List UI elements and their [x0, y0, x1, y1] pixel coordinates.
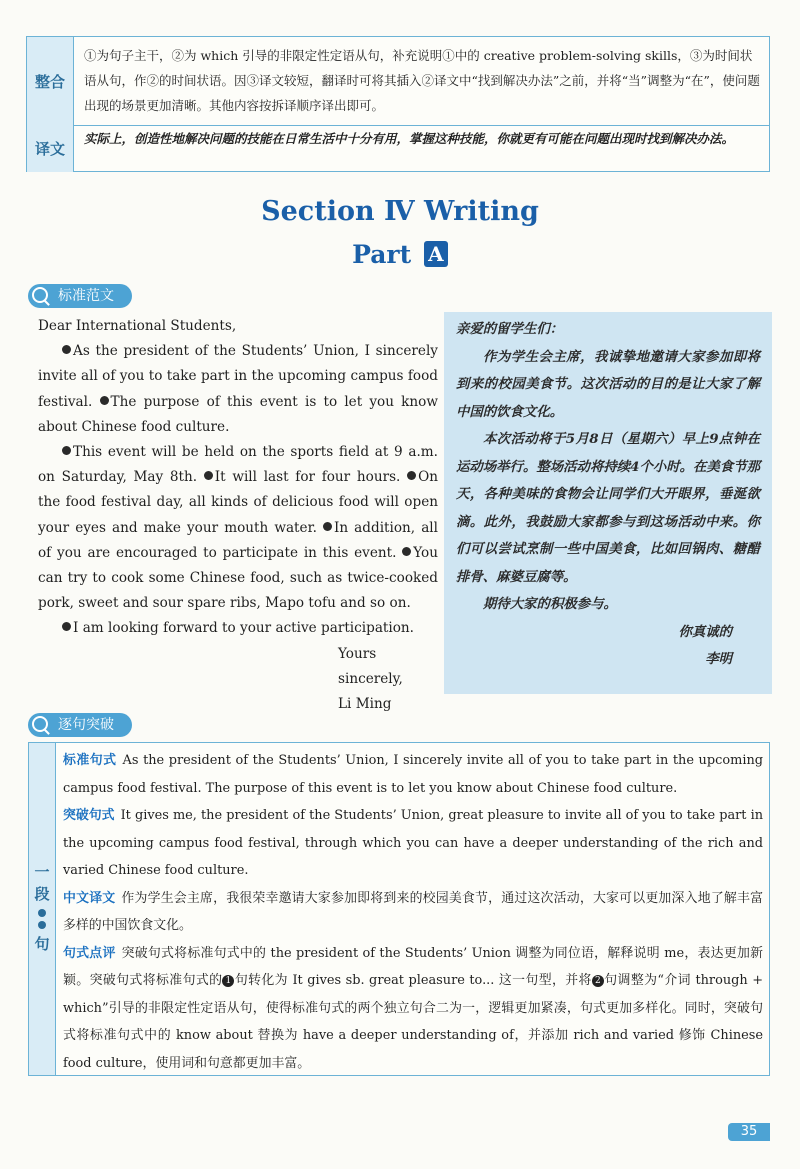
side-column [29, 743, 56, 1075]
page-number: 35 [728, 1123, 770, 1141]
model-essay-pill-label: 标准范文 [58, 288, 114, 304]
translation-tag: 中文译文 [63, 890, 116, 906]
english-letter [38, 314, 438, 717]
letter-sentence: In addition, all of you are encouraged to participate in this event. [38, 519, 438, 561]
analysis-top-box [26, 36, 770, 172]
cn-paragraph-1: 作为学生会主席，我诚挚地邀请大家参加即将到来的校园美食节。这次活动的目的是让大家了解中国的饮食文化。 [456, 348, 760, 420]
integrate-row [27, 37, 769, 126]
standard-tag: 标准句式 [63, 753, 117, 768]
translation-text: 作为学生会主席，我很荣幸邀请大家参加即将到来的校园美食节，通过这次活动，大家可以更加深入地了解丰富多样的中国饮食文化。 [63, 890, 764, 933]
chinese-translation [63, 885, 763, 940]
sentence-marker-icon [62, 622, 71, 631]
side-label-char: 一 [34, 863, 50, 881]
sentence-marker-icon [402, 547, 411, 556]
analysis-content [63, 747, 763, 1077]
letter-sentence: I am looking forward to your active participation. [73, 620, 414, 637]
number-badge-2: 2 [592, 975, 604, 987]
translation-text: 实际上，创造性地解决问题的技能在日常生活中十分有用，掌握这种技能，你就更有可能在问题出现时找到解决办法。 [84, 131, 735, 146]
model-essay-pill [28, 284, 132, 308]
letter-paragraph-2 [38, 440, 438, 616]
sentence-marker-icon [204, 471, 213, 480]
review-text-a: 突破句式将标准句式中的 the president of the Students’ Union 调整为同位语，解释说明 me，表达更加新颖。突破句式将标准句式的 [63, 945, 763, 988]
search-icon [32, 287, 48, 303]
bullet-icon [38, 921, 46, 929]
review-tag: 句式点评 [63, 945, 116, 961]
integrate-text: ①为句子主干，②为 which 引导的非限定性定语从句，补充说明①中的 creative problem-solving skills，③为时间状语从句，作②的时间状语。因③译文较短，翻译时可将其插入②译文中“找到解决办法”之前，并将“当”调整为“在”，使问题出现的场景更加清晰。其他内容按拆译顺序译出即可。 [84, 48, 760, 113]
letter-sentence: You can try to cook some Chinese food, such as twice-cooked pork, sweet and sour spare ribs, Mapo tofu and so on. [38, 544, 438, 612]
letter-sentence: On the food festival day, all kinds of delicious food will open your eyes and make your mouth water. [38, 469, 438, 536]
breakthrough-text: It gives me, the president of the Students’ Union, great pleasure to invite all of you to take part in the upcoming campus food festival, through which you can have a deeper understanding of the rich and varied Chinese food culture. [63, 808, 763, 878]
sentence-breakthrough-pill [28, 713, 132, 737]
cn-signature: 李明 [705, 651, 732, 667]
breakthrough-sentence [63, 802, 763, 885]
sentence-marker-icon [62, 446, 71, 455]
letter-sentence: This event will be held on the sports field at 9 a.m. on Saturday, May 8th. [38, 444, 438, 486]
sentence-review [63, 940, 763, 1078]
number-badge-1: 1 [222, 975, 234, 987]
side-label-char: 句 [34, 935, 50, 953]
letter-closing: Yours sincerely, [338, 645, 403, 687]
chinese-translation-box [444, 312, 772, 694]
sentence-breakthrough-pill-label: 逐句突破 [58, 717, 114, 733]
cn-paragraph-2: 本次活动将于5月8日（星期六）早上9点钟在运动场举行。整场活动将持续4个小时。在美食节那天，各种美味的食物会让同学们大开眼界，垂涎欲滴。此外，我鼓励大家都参与到这场活动中来。你们可以尝试烹制一些中国美食，比如回锅肉、糖醋排骨、麻婆豆腐等。 [456, 431, 760, 585]
letter-sentence: It will last for four hours. [214, 469, 401, 486]
review-text-b: 句转化为 It gives sb. great pleasure to... 这一句型，并将 [234, 973, 592, 988]
integrate-label: 整合 [27, 37, 74, 125]
cn-greeting: 亲爱的留学生们： [456, 321, 564, 337]
letter-signature: Li Ming [338, 696, 392, 713]
part-letter-badge: A [424, 241, 448, 267]
translation-row [27, 125, 769, 172]
cn-closing: 你真诚的 [678, 623, 732, 640]
search-icon [32, 716, 48, 732]
letter-paragraph-1 [38, 339, 438, 440]
sentence-marker-icon [62, 345, 71, 354]
standard-sentence [63, 747, 763, 802]
letter-sentence: The purpose of this event is to let you know about Chinese food culture. [38, 393, 438, 435]
letter-paragraph-3 [38, 616, 438, 641]
section-title: Section Ⅳ Writing [261, 196, 539, 227]
letter-sentence: As the president of the Students’ Union, I sincerely invite all of you to take part in the upcoming campus food festival. [38, 343, 438, 410]
sentence-analysis-box [28, 742, 770, 1076]
standard-text: As the president of the Students’ Union, I sincerely invite all of you to take part in the upcoming campus food festival. The purpose of this event is to let you know about Chinese food culture. [63, 753, 763, 796]
bullet-icon [38, 909, 46, 917]
sentence-marker-icon [100, 396, 109, 405]
translation-label: 译文 [27, 125, 74, 172]
side-label-char: 段 [34, 885, 50, 903]
part-title [0, 240, 800, 269]
letter-greeting: Dear International Students, [38, 318, 237, 334]
sentence-marker-icon [407, 471, 416, 480]
breakthrough-tag: 突破句式 [63, 808, 115, 823]
side-label [29, 861, 55, 955]
cn-paragraph-3: 期待大家的积极参与。 [483, 596, 617, 612]
review-text-c: 句调整为“介词 through + which”引导的非限定性定语从句，使得标准句式的两个独立句合二为一，逻辑更加紧凑，句式更加多样化。同时，突破句式将标准句式中的 know about 替换为 have a deeper understanding of，并添加 rich and varied 修饰 Chinese food culture，使用词和句意都更加丰富。 [63, 973, 763, 1071]
sentence-marker-icon [323, 522, 332, 531]
part-label: Part [352, 240, 412, 269]
